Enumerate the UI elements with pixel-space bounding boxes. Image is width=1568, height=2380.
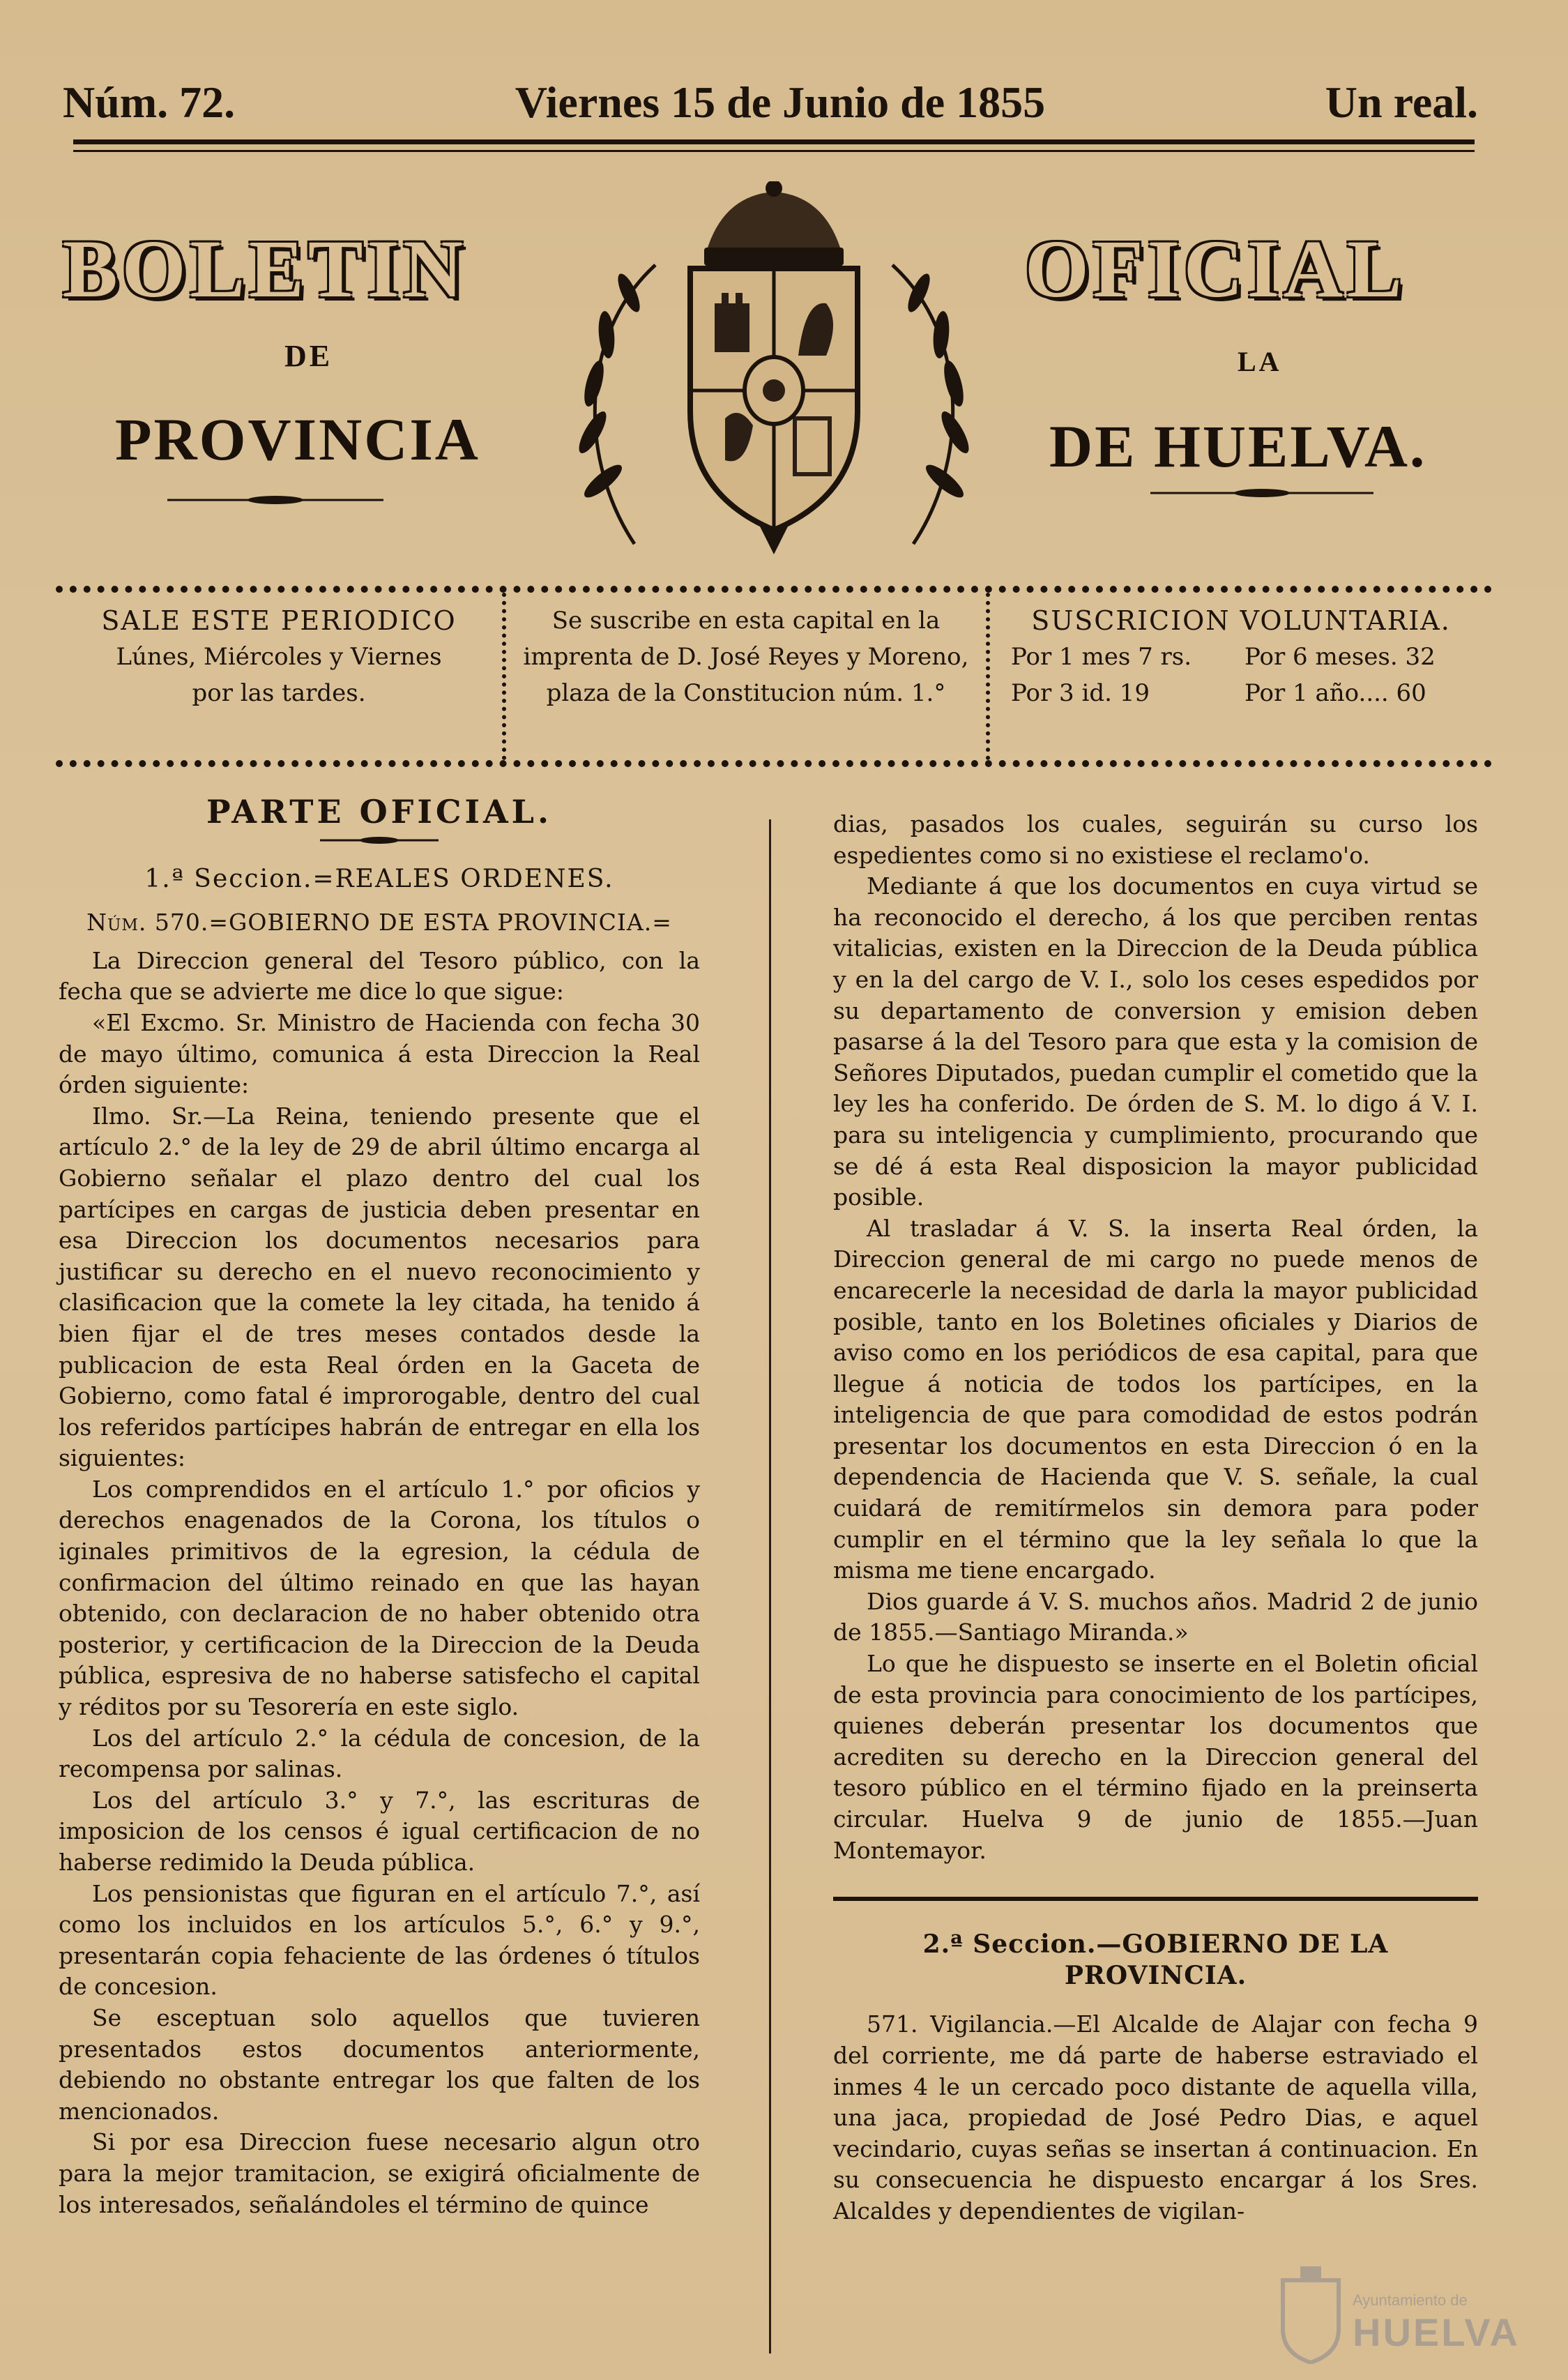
masthead-oficial: OFICIAL: [1025, 223, 1406, 314]
price-1-year: Por 1 año.... 60: [1244, 679, 1426, 707]
masthead-de: DE: [284, 339, 333, 373]
royal-coat-of-arms-emblem: [551, 181, 997, 558]
archive-watermark: [1276, 2266, 1527, 2371]
header-rule: [73, 139, 1475, 144]
right-paragraph-6: 571. Vigilancia.—El Alcalde de Alajar con fecha 9 del corriente, me dá parte de haberse estraviado el inmes 4 le un cercado poco distante de aquella villa, una jaca, propiedad de José Pedro Dias, e aquel vecindario, cuyas señas se insertan á continuacion. En su consecuencia he dispuesto encargar á los Sres. Alcaldes y dependientes de vigilan-: [833, 2010, 1478, 2224]
price-6-months: Por 6 meses. 32: [1244, 643, 1436, 671]
schedule-days: Lúnes, Miércoles y Viernes: [116, 643, 442, 671]
right-column: [833, 809, 1478, 2227]
right-paragraph-3: Al trasladar á V. S. la inserta Real órden, la Direccion general de mi cargo no puede menos de encarecerle la necesidad de darla la mayor publicidad posible, tanto en los Boletines oficiales y Diarios de aviso como en los periódicos de esa capital, para que llegue á noticia de todos los partícipes, en la inteligencia de que para comodidad de estos podrán presentar los documentos en esta Direccion ó en la dependencia de Hacienda que V. S. señale, la cual cuidará de remitírmelos sin demora para poder cumplir en el término que la ley señala lo que la misma me tiene encargado.: [833, 1214, 1478, 1584]
left-column: [59, 793, 700, 2220]
section-2-heading: 2.ª Seccion.—GOBIERNO DE LA PROVINCIA.: [922, 1930, 1389, 1990]
right-paragraph-1: dias, pasados los cuales, seguirán su curso los espedientes como si no existiese el reclamo'o.: [833, 810, 1478, 869]
price-1-month: Por 1 mes 7 rs.: [1011, 643, 1192, 671]
schedule-title: SALE ESTE PERIODICO: [101, 605, 457, 636]
header-rule-thin: [73, 150, 1475, 152]
left-paragraph-1: La Direccion general del Tesoro público, con la fecha que se advierte me dice lo que sigue:: [59, 946, 700, 1006]
title-ornament: [320, 836, 439, 844]
location-line-3: plaza de la Constitucion núm. 1.°: [546, 679, 946, 707]
left-paragraph-2: «El Excmo. Sr. Ministro de Hacienda con fecha 30 de mayo último, comunica á esta Direccion la Real órden siguiente:: [59, 1008, 700, 1099]
left-paragraph-6: Los del artículo 3.° y 7.°, las escrituras de imposicion de los censos é igual certificacion de no haberse redimido la Deuda pública.: [59, 1786, 700, 1876]
subscription-location: [502, 593, 990, 760]
city-shield-icon: [1276, 2266, 1346, 2364]
issue-date: Viernes 15 de Junio de 1855: [515, 77, 1046, 127]
left-paragraph-3: Ilmo. Sr.—La Reina, teniendo presente que el artículo 2.° de la ley de 29 de abril último encarga al Gobierno señalar el plazo dentro del cual los partícipes en cargas de justicia deben presentar en esa Direccion los documentos necesarios para justificar su derecho en el nuevo reconocimiento y clasificacion que la comete la ley citada, ha tenido á bien fijar el de tres meses contados desde la publicacion de esta Real órden en la Gaceta de Gobierno, como fatal é improrogable, dentro del cual los referidos partícipes habrán de entregar en ella los siguientes:: [59, 1102, 700, 1472]
right-paragraph-5: Lo que he dispuesto se inserte en el Boletin oficial de esta provincia para conocimiento de los partícipes, quienes deberán presentar los documentos que acrediten su derecho en la Direccion general del tesoro público en el término fijado en la preinserta circular. Huelva 9 de junio de 1855.—Juan Montemayor.: [833, 1650, 1478, 1864]
masthead-huelva: DE HUELVA.: [1049, 413, 1427, 480]
left-paragraph-7: Los pensionistas que figuran en el artículo 7.°, así como los incluidos en los artículos 5.°, 6.° y 9.°, presentarán copia fehaciente de las órdenes ó títulos de concesion.: [59, 1879, 700, 2001]
section-separator-rule: [833, 1897, 1478, 1901]
masthead-la: LA: [1238, 346, 1282, 377]
prices-table: [1004, 639, 1478, 711]
publication-schedule: [56, 593, 502, 760]
location-line-2: imprenta de D. José Reyes y Moreno,: [523, 643, 969, 671]
masthead-boletin: BOLETIN: [63, 223, 467, 314]
location-line-1: Se suscribe en esta capital en la: [551, 607, 941, 635]
masthead-provincia: PROVINCIA: [115, 406, 480, 473]
subscription-prices: [990, 593, 1492, 760]
section-1-heading: 1.ª Seccion.=REALES ORDENES.: [144, 864, 614, 893]
watermark-line-2: HUELVA: [1353, 2310, 1520, 2354]
price-3-months: Por 3 id. 19: [1011, 679, 1150, 707]
left-paragraph-4: Los comprendidos en el artículo 1.° por oficios y derechos enagenados de la Corona, los títulos o iginales primitivos de la egresion, la cédula de confirmacion del último reinado en que las hayan obtenido, con declaracion de no haber obtenido otra posterior, y certificacion de la Direccion de la Deuda pública, espresiva de no haberse satisfecho el capital y réditos por su Tesorería en este siglo.: [59, 1475, 700, 1721]
order-number-heading: Núm. 570.=GOBIERNO DE ESTA PROVINCIA.=: [86, 909, 672, 937]
right-paragraph-4: Dios guarde á V. S. muchos años. Madrid 2 de junio de 1855.—Santiago Miranda.»: [833, 1587, 1478, 1646]
right-paragraph-2: Mediante á que los documentos en cuya virtud se ha reconocido el derecho, á los que perciben rentas vitalicias, existen en la Direccion de la Deuda pública y en la del cargo de V. I., solo los ceses espedidos por su departamento de conversion y emision deben pasarse á la del Tesoro para que esta y la comision de Señores Diputados, puedan cumplir el cometido que la ley les ha conferido. De órden de S. M. lo digo á V. I. para su inteligencia y cumplimiento, procurando que se dé á esta Real disposicion la mayor publicidad posible.: [833, 872, 1478, 1211]
watermark-line-1: Ayuntamiento de: [1353, 2291, 1468, 2309]
schedule-time: por las tardes.: [192, 679, 366, 707]
issue-number: Núm. 72.: [63, 77, 236, 127]
issue-price: Un real.: [1325, 77, 1478, 127]
flourish-left-ornament: [167, 495, 383, 505]
subscription-info-box: [56, 586, 1492, 767]
left-paragraph-5: Los del artículo 2.° la cédula de concesion, de la recompensa por salinas.: [59, 1724, 700, 1783]
flourish-right-ornament: [1150, 488, 1373, 498]
column-divider: [769, 819, 771, 2354]
left-paragraph-9: Si por esa Direccion fuese necesario algun otro para la mejor tramitacion, se exigirá oficialmente de los interesados, señalándoles el término de quince: [59, 2128, 700, 2218]
issue-header: [63, 77, 1478, 128]
prices-title: SUSCRICION VOLUNTARIA.: [1031, 605, 1451, 636]
parte-oficial-title: PARTE OFICIAL.: [206, 793, 553, 831]
left-paragraph-8: Se esceptuan solo aquellos que tuvieren presentados estos documentos anteriormente, debiendo no obstante entregar los que falten de los mencionados.: [59, 2003, 700, 2125]
